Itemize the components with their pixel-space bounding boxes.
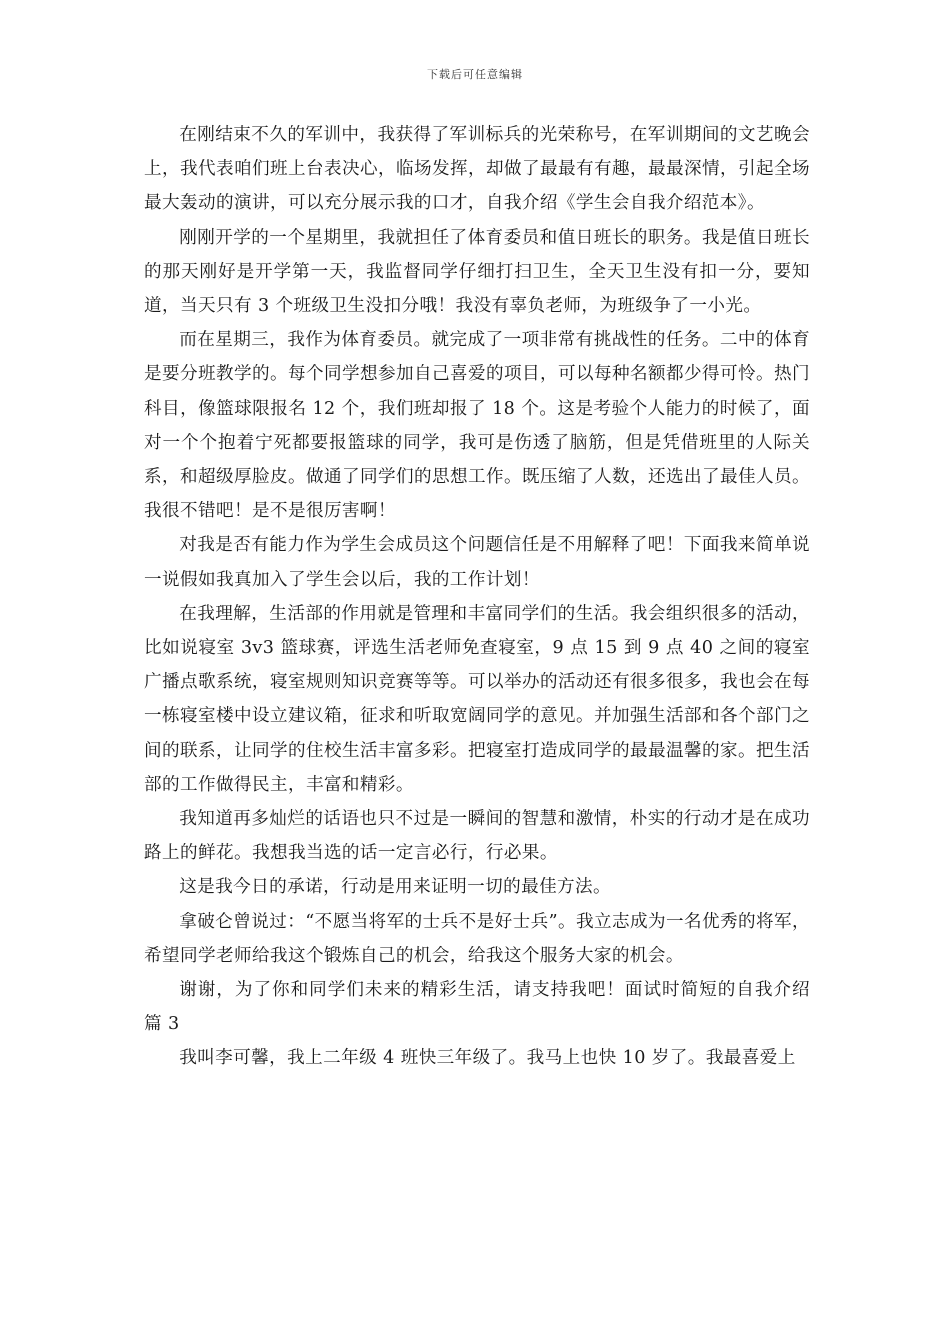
paragraph-work-plan: 在我理解，生活部的作用就是管理和丰富同学们的生活。我会组织很多的活动，比如说寝室 3v3 篮球赛，评选生活老师免查寝室，9 点 15 到 9 点 40 之间的寝室广播点歌系统，寝室规则知识竞赛等等。可以举办的活动还有很多很多，我也会在每一栋寝室楼中设立建议箱，征求和听取宽阔同学的意见。并加强生活部和各个部门之间的联系，让同学的住校生活丰富多彩。把寝室打造成同学的最最温馨的家。把生活部的工作做得民主，丰富和精彩。 [144, 603, 810, 795]
paragraph-napoleon-quote: 拿破仑曾说过：“不愿当将军的士兵不是好士兵”。我立志成为一名优秀的将军，希望同学老师给我这个锻炼自己的机会，给我这个服务大家的机会。 [144, 911, 810, 966]
paragraph-action: 我知道再多灿烂的话语也只不过是一瞬间的智慧和激情，朴实的行动才是在成功路上的鲜花。我想我当选的话一定言必行，行必果。 [144, 809, 810, 864]
paragraph-promise: 这是我今日的承诺，行动是用来证明一切的最佳方法。 [179, 877, 612, 898]
paragraph-sports-committee: 而在星期三，我作为体育委员。就完成了一项非常有挑战性的任务。二中的体育是要分班教学的。每个同学想参加自己喜爱的项目，可以每种名额都少得可怜。热门科目，像篮球限报名 12 个，我们班却报了 18 个。这是考验个人能力的时候了，面对一个个抱着宁死都要报篮球的同学，我可是伤透了脑筋，但是凭借班里的人际关系，和超级厚脸皮。做通了同学们的思想工作。既压缩了人数，还选出了最佳人员。我很不错吧！是不是很厉害啊！ [144, 330, 810, 522]
paragraph-ability: 对我是否有能力作为学生会成员这个问题信任是不用解释了吧！下面我来简单说一说假如我真加入了学生会以后，我的工作计划！ [144, 535, 810, 590]
paragraph-thanks: 谢谢，为了你和同学们未来的精彩生活，请支持我吧！面试时简短的自我介绍 篇 3 [144, 980, 810, 1035]
paragraph-class-monitor: 刚刚开学的一个星期里，我就担任了体育委员和值日班长的职务。我是值日班长的那天刚好是开学第一天，我监督同学仔细打扫卫生，全天卫生没有扣一分，要知道，当天只有 3 个班级卫生没扣分哦！我没有辜负老师，为班级争了一小光。 [144, 227, 810, 317]
page-header: 下载后可任意编辑 [427, 68, 523, 81]
document-body [144, 118, 810, 1076]
paragraph-military-training: 在刚结束不久的军训中，我获得了军训标兵的光荣称号，在军训期间的文艺晚会上，我代表咱们班上台表决心，临场发挥，却做了最最有有趣，最最深情，引起全场最大轰动的演讲，可以充分展示我的口才，自我介绍《学生会自我介绍范本》。 [144, 125, 810, 214]
paragraph-intro-3: 我叫李可馨，我上二年级 4 班快三年级了。我马上也快 10 岁了。我最喜爱上 [179, 1048, 796, 1069]
